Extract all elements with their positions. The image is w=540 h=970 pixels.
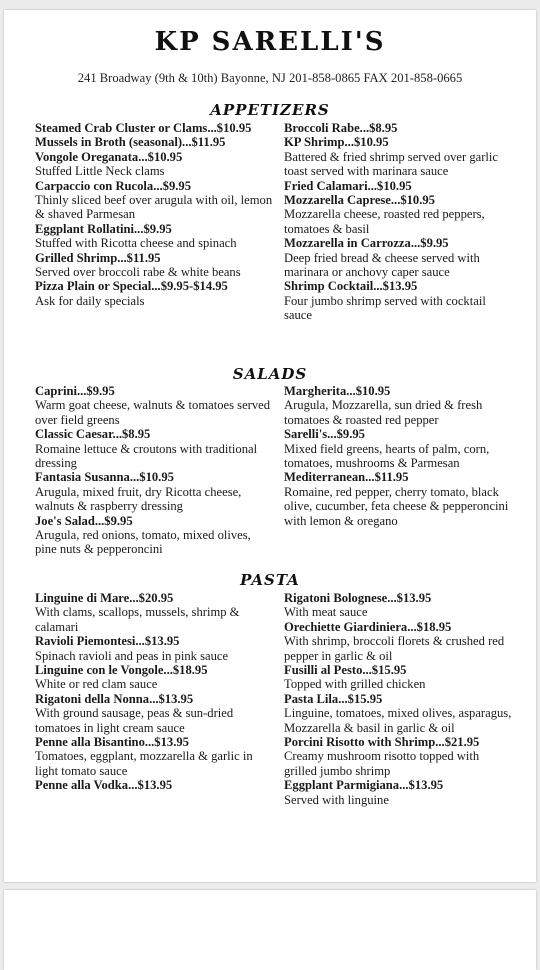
menu-item-name: Vongole Oreganata...$10.95 xyxy=(35,149,183,164)
menu-item xyxy=(35,663,273,692)
menu-item-name: Pizza Plain or Special...$9.95-$14.95 xyxy=(35,279,228,294)
menu-item-name: Joe's Salad...$9.95 xyxy=(35,513,133,528)
menu-item-name: Shrimp Cocktail...$13.95 xyxy=(284,279,418,294)
menu-item-name: Mozzarella Caprese...$10.95 xyxy=(284,193,435,208)
menu-item xyxy=(35,692,273,735)
menu-item-name: Mussels in Broth (seasonal)...$11.95 xyxy=(35,135,226,150)
menu-item xyxy=(35,634,273,663)
menu-item xyxy=(284,427,512,470)
pasta-left-column xyxy=(35,591,273,793)
menu-item-description: Creamy mushroom risotto topped with grilled jumbo shrimp xyxy=(284,749,480,778)
menu-item-name: KP Shrimp...$10.95 xyxy=(284,135,389,150)
menu-item-description: Four jumbo shrimp served with cocktail sauce xyxy=(284,293,486,323)
menu-item xyxy=(284,735,512,778)
menu-item-name: Fusilli al Pesto...$15.95 xyxy=(284,663,407,678)
appetizers-right-column xyxy=(284,121,512,323)
menu-item-name: Fantasia Susanna...$10.95 xyxy=(35,470,174,485)
menu-item-description: Arugula, Mozzarella, sun dried & fresh tomatoes & roasted red pepper xyxy=(284,398,483,427)
menu-item-name: Carpaccio con Rucola...$9.95 xyxy=(35,178,192,193)
menu-item-name: Ravioli Piemontesi...$13.95 xyxy=(35,634,180,649)
menu-item-description: Romaine lettuce & croutons with traditional dressing xyxy=(35,441,258,471)
menu-item-description: Thinly sliced beef over arugula with oil, lemon & shaved Parmesan xyxy=(35,193,273,222)
menu-item-description: With clams, scallops, mussels, shrimp & calamari xyxy=(35,605,240,634)
menu-item-description: Linguine, tomatoes, mixed olives, asparagus, Mozzarella & basil in garlic & oil xyxy=(284,706,512,735)
menu-item-name: Orechiette Giardiniera...$18.95 xyxy=(284,619,452,634)
menu-item xyxy=(35,150,273,179)
restaurant-address: 241 Broadway (9th & 10th) Bayonne, NJ 201-858-0865 FAX 201-858-0665 xyxy=(77,71,463,85)
salads-left-column xyxy=(35,384,273,557)
menu-item xyxy=(35,591,273,634)
appetizers-left-column xyxy=(35,121,273,308)
menu-item-description: Arugula, red onions, tomato, mixed olives, pine nuts & pepperoncini xyxy=(35,528,251,557)
menu-item xyxy=(35,514,273,557)
menu-item xyxy=(284,620,512,663)
menu-item-description: Served over broccoli rabe & white beans xyxy=(35,265,241,280)
menu-item xyxy=(284,778,512,807)
menu-item xyxy=(284,384,512,427)
menu-item xyxy=(284,121,512,135)
menu-item xyxy=(35,470,273,513)
menu-item xyxy=(35,222,273,251)
menu-item-description: Battered & fried shrimp served over garlic toast served with marinara sauce xyxy=(284,149,499,179)
menu-item-description: Stuffed Little Neck clams xyxy=(35,164,165,179)
menu-item xyxy=(284,179,512,193)
menu-item-name: Rigatoni Bolognese...$13.95 xyxy=(284,591,432,605)
menu-item xyxy=(35,735,273,778)
appetizers-heading: APPETIZERS xyxy=(210,101,330,119)
menu-item-name: Eggplant Rollatini...$9.95 xyxy=(35,221,172,236)
menu-item-description: Deep fried bread & cheese served with marinara or anchovy caper sauce xyxy=(284,250,480,280)
menu-item-name: Eggplant Parmigiana...$13.95 xyxy=(284,778,444,793)
menu-item-description: Stuffed with Ricotta cheese and spinach xyxy=(35,236,237,251)
next-page xyxy=(4,890,536,970)
menu-item-name: Caprini...$9.95 xyxy=(35,384,115,398)
menu-item-description: Ask for daily specials xyxy=(35,293,145,308)
menu-item-name: Porcini Risotto with Shrimp...$21.95 xyxy=(284,735,480,750)
menu-item xyxy=(35,279,273,308)
menu-item-description: Spinach ravioli and peas in pink sauce xyxy=(35,648,229,663)
menu-item-description: Topped with grilled chicken xyxy=(284,677,426,692)
menu-item-description: Warm goat cheese, walnuts & tomatoes served over field greens xyxy=(35,398,271,427)
menu-item xyxy=(284,663,512,692)
menu-item-description: With ground sausage, peas & sun-dried tomatoes in light cream sauce xyxy=(35,706,234,735)
menu-item xyxy=(284,135,512,178)
menu-item-description: Romaine, red pepper, cherry tomato, black olive, cucumber, feta cheese & pepperoncini with lemon & oregano xyxy=(284,484,509,528)
menu-item-description: Arugula, mixed fruit, dry Ricotta cheese, walnuts & raspberry dressing xyxy=(35,484,242,514)
menu-item-name: Linguine con le Vongole...$18.95 xyxy=(35,663,208,678)
pasta-heading: PASTA xyxy=(240,571,300,589)
menu-item xyxy=(284,193,512,236)
menu-item-name: Fried Calamari...$10.95 xyxy=(284,178,412,193)
menu-item-name: Mediterranean...$11.95 xyxy=(284,470,409,485)
menu-item-description: White or red clam sauce xyxy=(35,677,158,692)
menu-item xyxy=(284,236,512,279)
menu-item-description: Mozzarella cheese, roasted red peppers, tomatoes & basil xyxy=(284,207,485,236)
menu-item-name: Linguine di Mare...$20.95 xyxy=(35,591,174,605)
menu-item-description: Served with linguine xyxy=(284,792,389,807)
menu-item-name: Penne alla Vodka...$13.95 xyxy=(35,778,173,793)
menu-item-name: Mozzarella in Carrozza...$9.95 xyxy=(284,236,449,251)
menu-item xyxy=(35,251,273,280)
menu-item xyxy=(35,778,273,792)
menu-item-name: Rigatoni della Nonna...$13.95 xyxy=(35,691,194,706)
menu-item-name: Penne alla Bisantino...$13.95 xyxy=(35,735,189,750)
menu-item-description: Tomatoes, eggplant, mozzarella & garlic in light tomato sauce xyxy=(35,749,253,778)
menu-item xyxy=(284,279,512,322)
menu-item-description: With shrimp, broccoli florets & crushed red pepper in garlic & oil xyxy=(284,634,505,663)
salads-right-column xyxy=(284,384,512,528)
pasta-right-column xyxy=(284,591,512,807)
menu-item xyxy=(35,179,273,222)
menu-item xyxy=(35,135,273,149)
menu-item-name: Broccoli Rabe...$8.95 xyxy=(284,121,398,135)
menu-item xyxy=(35,427,273,470)
menu-item-name: Classic Caesar...$8.95 xyxy=(35,427,151,442)
salads-heading: SALADS xyxy=(232,365,308,383)
menu-item xyxy=(35,384,273,427)
menu-item xyxy=(284,591,512,620)
menu-item-name: Grilled Shrimp...$11.95 xyxy=(35,250,161,265)
menu-item-name: Margherita...$10.95 xyxy=(284,384,391,398)
menu-item-name: Steamed Crab Cluster or Clams...$10.95 xyxy=(35,121,252,135)
menu-item-name: Sarelli's...$9.95 xyxy=(284,427,365,442)
menu-item xyxy=(284,692,512,735)
menu-item-name: Pasta Lila...$15.95 xyxy=(284,691,383,706)
restaurant-name: KP SARELLI'S xyxy=(154,27,386,57)
menu-item-description: Mixed field greens, hearts of palm, corn, tomatoes, mushrooms & Parmesan xyxy=(284,441,490,471)
menu-item xyxy=(35,121,273,135)
menu-item-description: With meat sauce xyxy=(284,605,368,620)
menu-item xyxy=(284,470,512,528)
